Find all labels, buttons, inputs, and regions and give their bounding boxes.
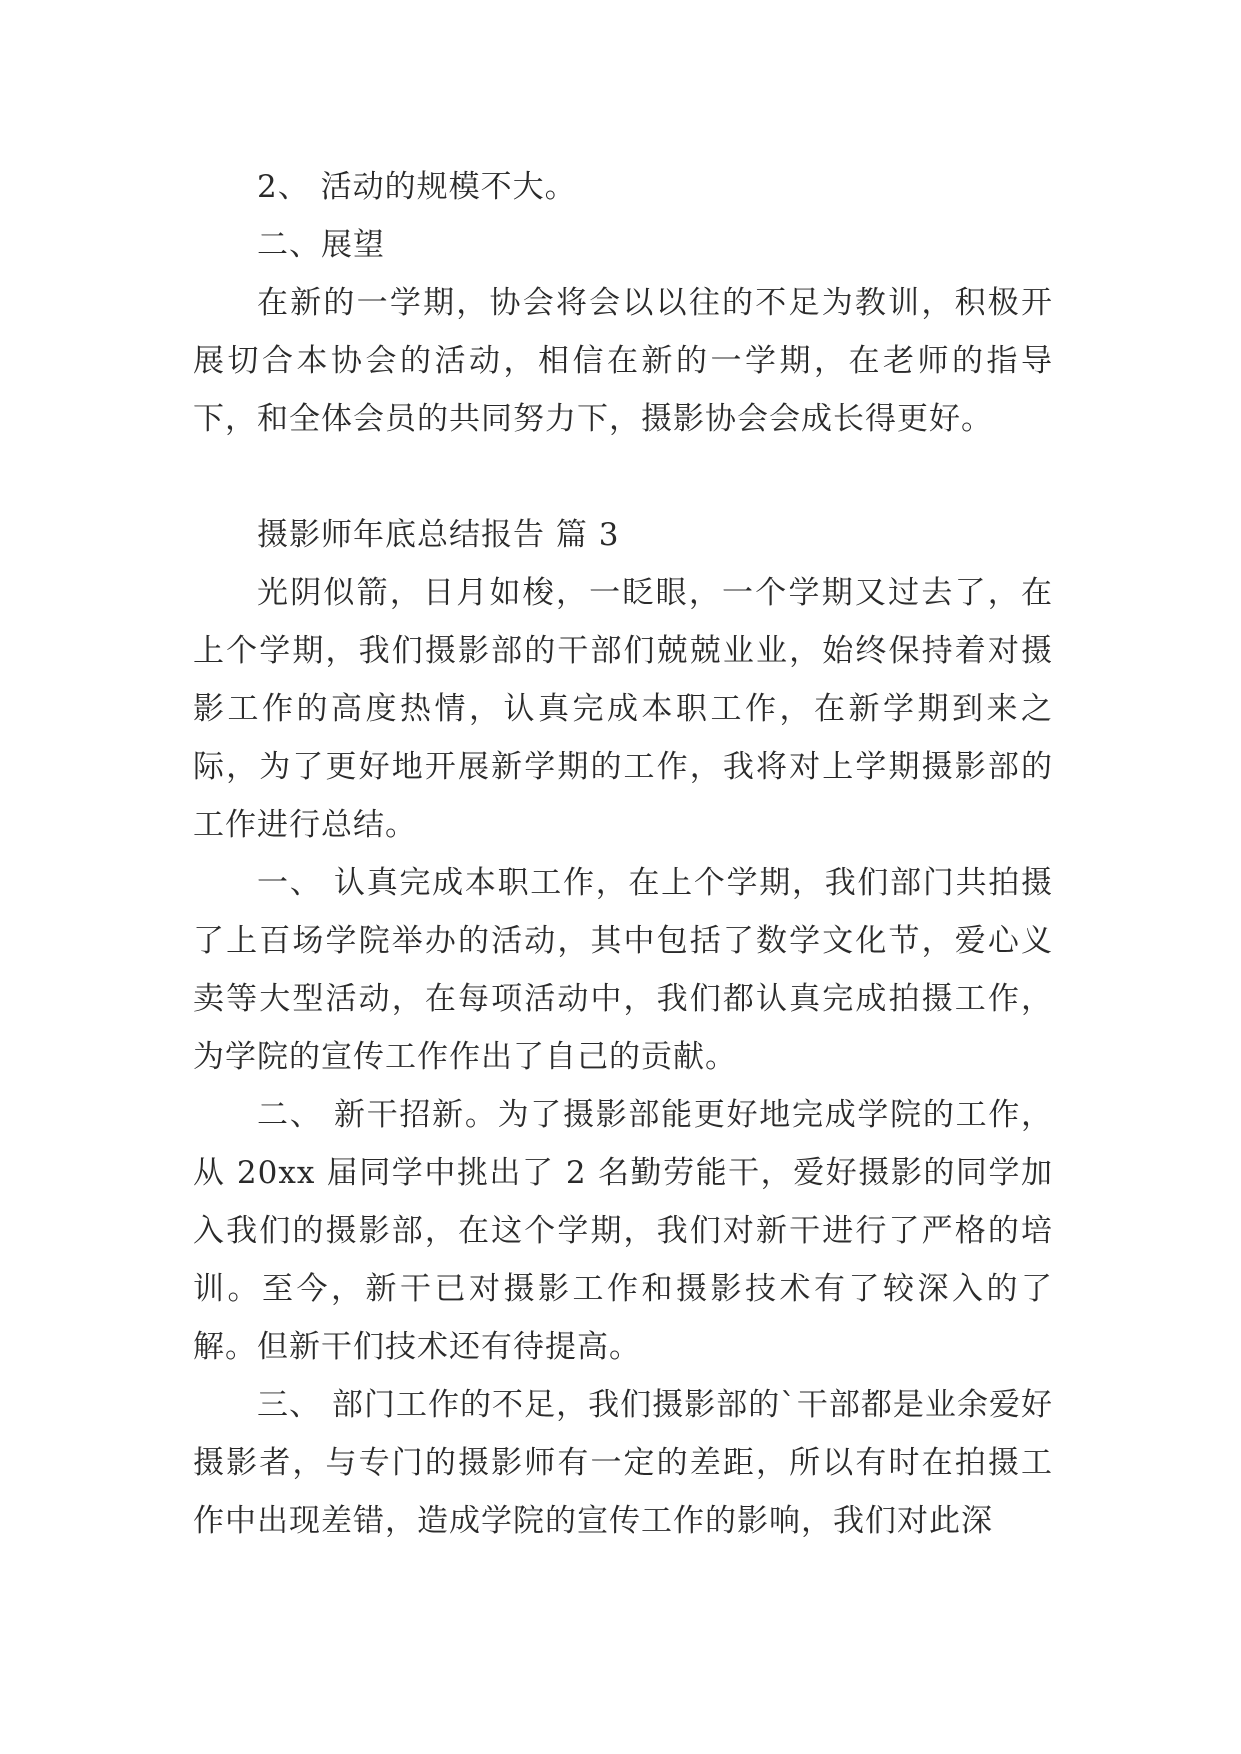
section-heading-outlook: 二、展望 — [257, 227, 385, 263]
outlook-paragraph: 在新的一学期，协会将会以以往的不足为教训，积极开展切合本协会的活动，相信在新的一学期，在老师的指导下，和全体会员的共同努力下，摄影协会会成长得更好。 — [193, 285, 1053, 437]
section-spacer — [193, 448, 1053, 506]
document-body — [193, 158, 1053, 1550]
intro-paragraph: 光阴似箭，日月如梭，一眨眼，一个学期又过去了，在上个学期，我们摄影部的干部们兢兢业业，始终保持着对摄影工作的高度热情，认真完成本职工作，在新学期到来之际，为了更好地开展新学期的工作，我将对上学期摄影部的工作进行总结。 — [193, 575, 1053, 843]
point-1-paragraph: 一、 认真完成本职工作，在上个学期，我们部门共拍摄了上百场学院举办的活动，其中包括了数学文化节，爱心义卖等大型活动，在每项活动中，我们都认真完成拍摄工作，为学院的宣传工作作出了自己的贡献。 — [193, 865, 1053, 1075]
list-item-2: 2、 活动的规模不大。 — [257, 169, 577, 205]
report-title: 摄影师年底总结报告 篇 3 — [257, 517, 620, 553]
point-3-paragraph: 三、 部门工作的不足，我们摄影部的`干部都是业余爱好摄影者，与专门的摄影师有一定的差距，所以有时在拍摄工作中出现差错，造成学院的宣传工作的影响，我们对此深 — [193, 1387, 1053, 1539]
point-2-paragraph: 二、 新干招新。为了摄影部能更好地完成学院的工作，从 20xx 届同学中挑出了 2 名勤劳能干，爱好摄影的同学加入我们的摄影部，在这个学期，我们对新干进行了严格的培训。至今，新干已对摄影工作和摄影技术有了较深入的了解。但新干们技术还有待提高。 — [193, 1097, 1053, 1365]
